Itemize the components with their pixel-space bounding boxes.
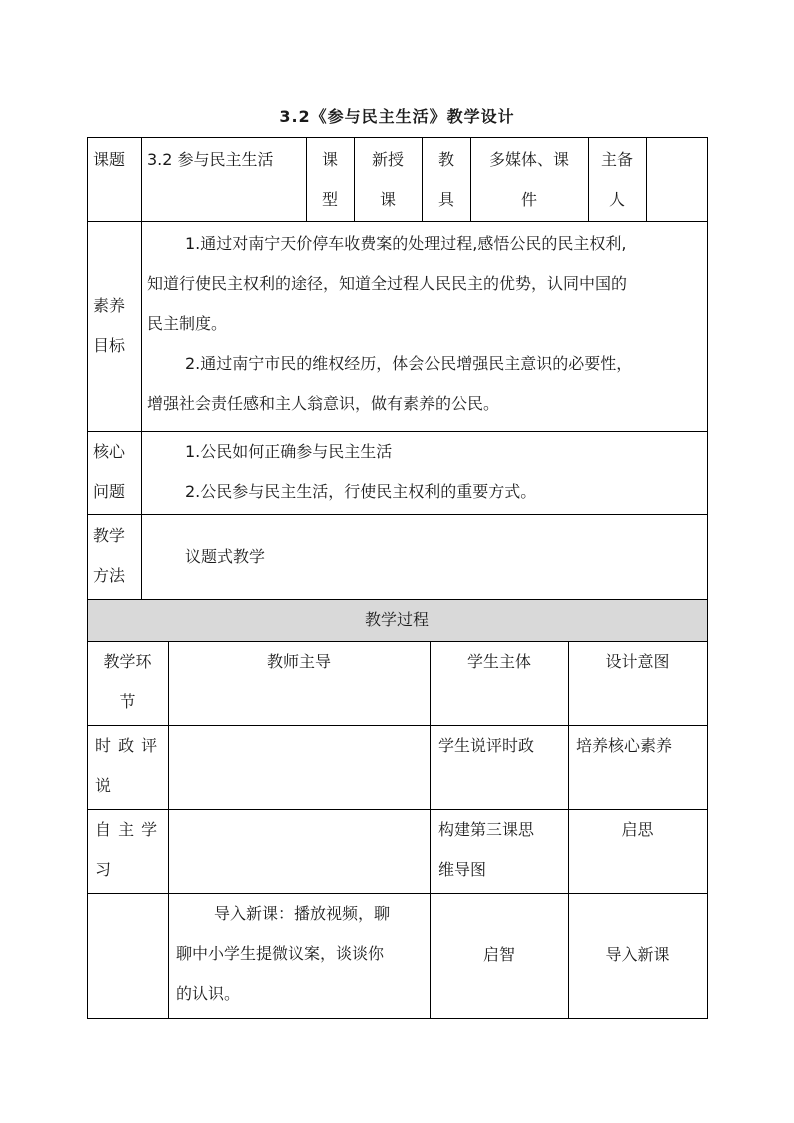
preparer-label: 主备 人 [600, 150, 633, 209]
topic-value: 3.2 参与民主生活 [147, 150, 274, 169]
table-border [87, 221, 707, 222]
goals-p2-line: 增强社会责任感和主人翁意识，做有素养的公民。 [147, 394, 500, 413]
tools-label: 教 具 [437, 150, 454, 209]
core-label: 核心 问题 [93, 442, 126, 501]
table-border [87, 137, 88, 1019]
goals-p2-line: 2.通过南宁市民的维权经历，体会公民增强民主意识的必要性， [185, 354, 633, 373]
row2-stage: 自 主 学 习 [95, 820, 159, 879]
goals-label: 素养 目标 [93, 296, 126, 355]
goals-text [147, 224, 705, 424]
col-student-header: 学生主体 [466, 652, 531, 671]
table-border [87, 1018, 707, 1019]
topic-label: 课题 [93, 150, 126, 169]
row3-intent: 导入新课 [605, 945, 670, 964]
page-title: 3.2《参与民主生活》教学设计 [279, 107, 515, 126]
method-value: 议题式教学 [185, 547, 266, 566]
row1-student: 学生说评时政 [438, 736, 535, 755]
col-stage-header: 教学环 节 [103, 652, 152, 711]
table-border [141, 137, 142, 599]
table-border [168, 641, 169, 1019]
core-text [185, 432, 536, 512]
tools-value: 多媒体、课 件 [488, 150, 569, 209]
goals-p1-line: 知道行使民主权利的途径，知道全过程人民民主的优势，认同中国的 [147, 274, 628, 293]
process-header: 教学过程 [364, 610, 429, 629]
type-value: 新授 课 [371, 150, 404, 209]
table-border [646, 137, 647, 221]
table-border [707, 137, 708, 1019]
row2-intent: 启思 [621, 820, 654, 839]
core-question: 2.公民参与民主生活，行使民主权利的重要方式。 [185, 482, 537, 501]
col-teacher-header: 教师主导 [266, 652, 331, 671]
core-question: 1.公民如何正确参与民主生活 [185, 442, 393, 461]
row1-stage: 时 政 评 说 [95, 736, 159, 795]
row3-teacher: 导入新课：播放视频，聊 聊中小学生提微议案，谈谈你 的认识。 [176, 904, 391, 1003]
row1-intent: 培养核心素养 [576, 736, 673, 755]
row2-student: 构建第三课思 维导图 [438, 820, 535, 879]
table-border [87, 514, 707, 515]
col-intent-header: 设计意图 [605, 652, 670, 671]
goals-p1-line: 1.通过对南宁天价停车收费案的处理过程,感悟公民的民主权利, [185, 234, 627, 253]
method-label: 教学 方法 [93, 526, 126, 585]
goals-p1-line: 民主制度。 [147, 314, 228, 333]
table-border [87, 137, 707, 138]
type-label: 课 型 [321, 150, 338, 209]
row3-student: 启智 [482, 945, 515, 964]
